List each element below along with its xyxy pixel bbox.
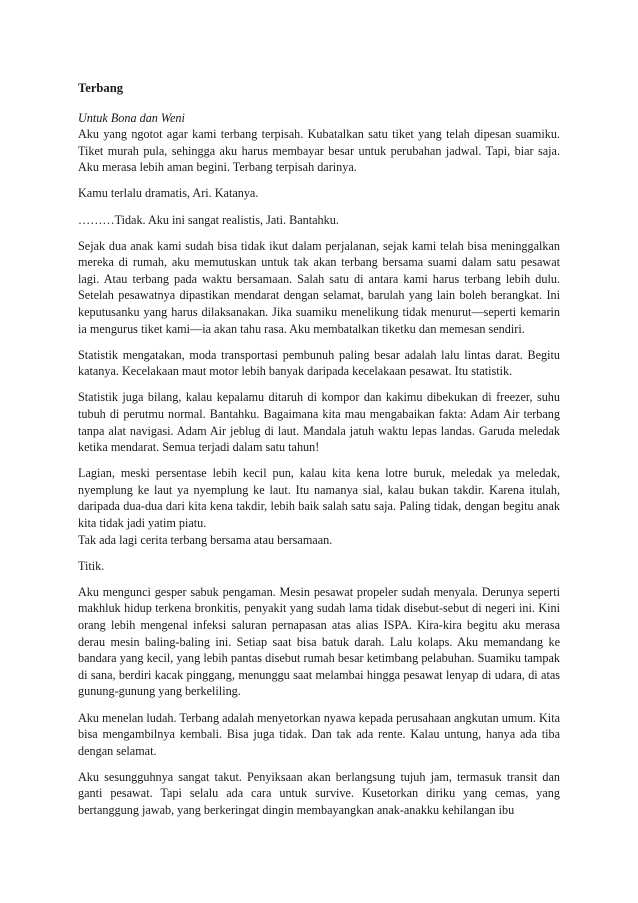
paragraph-12: Aku sesungguhnya sangat takut. Penyiksaan akan berlangsung tujuh jam, termasuk transit dan ganti pesawat. Tapi selalu ada cara untuk survive. Kusetorkan diriku yang cemas, yang bertanggung jawab, yang berkeringat dingin membayangkan anak-anakku kehilangan ibu bbox=[78, 769, 560, 817]
dedication: Untuk Bona dan Weni bbox=[78, 110, 185, 125]
paragraph-6: Statistik juga bilang, kalau kepalamu ditaruh di kompor dan kakimu dibekukan di freezer, suhu tubuh di perutmu normal. Bantahku. Bagaimana kita mau mengabaikan fakta: Adam Air terbang tanpa alat navigasi. Adam Air jeblug di laut. Mandala jatuh waktu lepas landas. Garuda meledak ketika mendarat. Semua terjadi dalam satu tahun! bbox=[78, 390, 560, 455]
paragraph-1: Aku yang ngotot agar kami terbang terpisah. Kubatalkan satu tiket yang telah dipesan suamiku. Tiket murah pula, sehingga aku harus membayar besar untuk perubahan jadwal. Tapi, biar saja. Aku merasa lebih aman begini. Terbang terpisah darinya. bbox=[78, 127, 560, 175]
story-title: Terbang bbox=[78, 81, 124, 95]
paragraph-5: Statistik mengatakan, moda transportasi pembunuh paling besar adalah lalu lintas darat. Begitu katanya. Kecelakaan maut motor lebih banyak daripada kecelakaan pesawat. Itu statistik. bbox=[78, 347, 560, 379]
paragraph-2: Kamu terlalu dramatis, Ari. Katanya. bbox=[78, 186, 259, 201]
paragraph-9: Titik. bbox=[78, 558, 105, 573]
paragraph-10: Aku mengunci gesper sabuk pengaman. Mesin pesawat propeler sudah menyala. Derunya seperti makhluk hidup terkena bronkitis, penyakit yang sudah lama tidak disebut-sebut di negeri ini. Kini orang lebih mengenal infeksi saluran pernapasan atas alias ISPA. Kira-kira begitu aku merasa derau mesin baling-baling ini. Setiap saat bisa batuk darah. Lalu kolaps. Aku memandang ke bandara yang kecil, yang lebih pantas disebut rumah besar ketimbang pelabuhan. Suamiku tampak di sana, berdiri kacak pinggang, menunggu saat melambai hingga pesawat lenyap di udara, di atas gunung-gunung yang berkeliling. bbox=[78, 584, 560, 699]
paragraph-7: Lagian, meski persentase lebih kecil pun, kalau kita kena lotre buruk, meledak ya meledak, nyemplung ke laut ya nyemplung ke laut. Itu namanya sial, kalau bukan takdir. Karena itulah, daripada dua-dua dari kita kena takdir, lebih baik salah satu saja. Paling tidak, dengan begitu anak kita tidak jadi yatim piatu. bbox=[78, 466, 560, 531]
paragraph-11: Aku menelan ludah. Terbang adalah menyetorkan nyawa kepada perusahaan angkutan umum. Kita bisa mengambilnya kembali. Bisa juga tidak. Dan tak ada rente. Kalau untung, hanya ada tiba dengan selamat. bbox=[78, 710, 560, 758]
paragraph-8: Tak ada lagi cerita terbang bersama atau bersamaan. bbox=[78, 532, 333, 547]
document-page bbox=[78, 80, 560, 828]
paragraph-3: ………Tidak. Aku ini sangat realistis, Jati. Bantahku. bbox=[78, 212, 339, 227]
paragraph-4: Sejak dua anak kami sudah bisa tidak ikut dalam perjalanan, sejak kami telah bisa meninggalkan mereka di rumah, aku memutuskan untuk tak akan terbang bersama suami dalam satu pesawat lagi. Atau terbang pada waktu bersamaan. Salah satu di antara kami harus terbang lebih dulu. Setelah pesawatnya dipastikan mendarat dengan selamat, barulah yang lain boleh berangkat. Ini keputusanku yang harus dilaksanakan. Jika suamiku menelikung tidak menurut—seperti kemarin ia mengurus tiket kami—ia akan tahu rasa. Aku membatalkan tiketku dan memesan sendiri. bbox=[78, 238, 560, 336]
